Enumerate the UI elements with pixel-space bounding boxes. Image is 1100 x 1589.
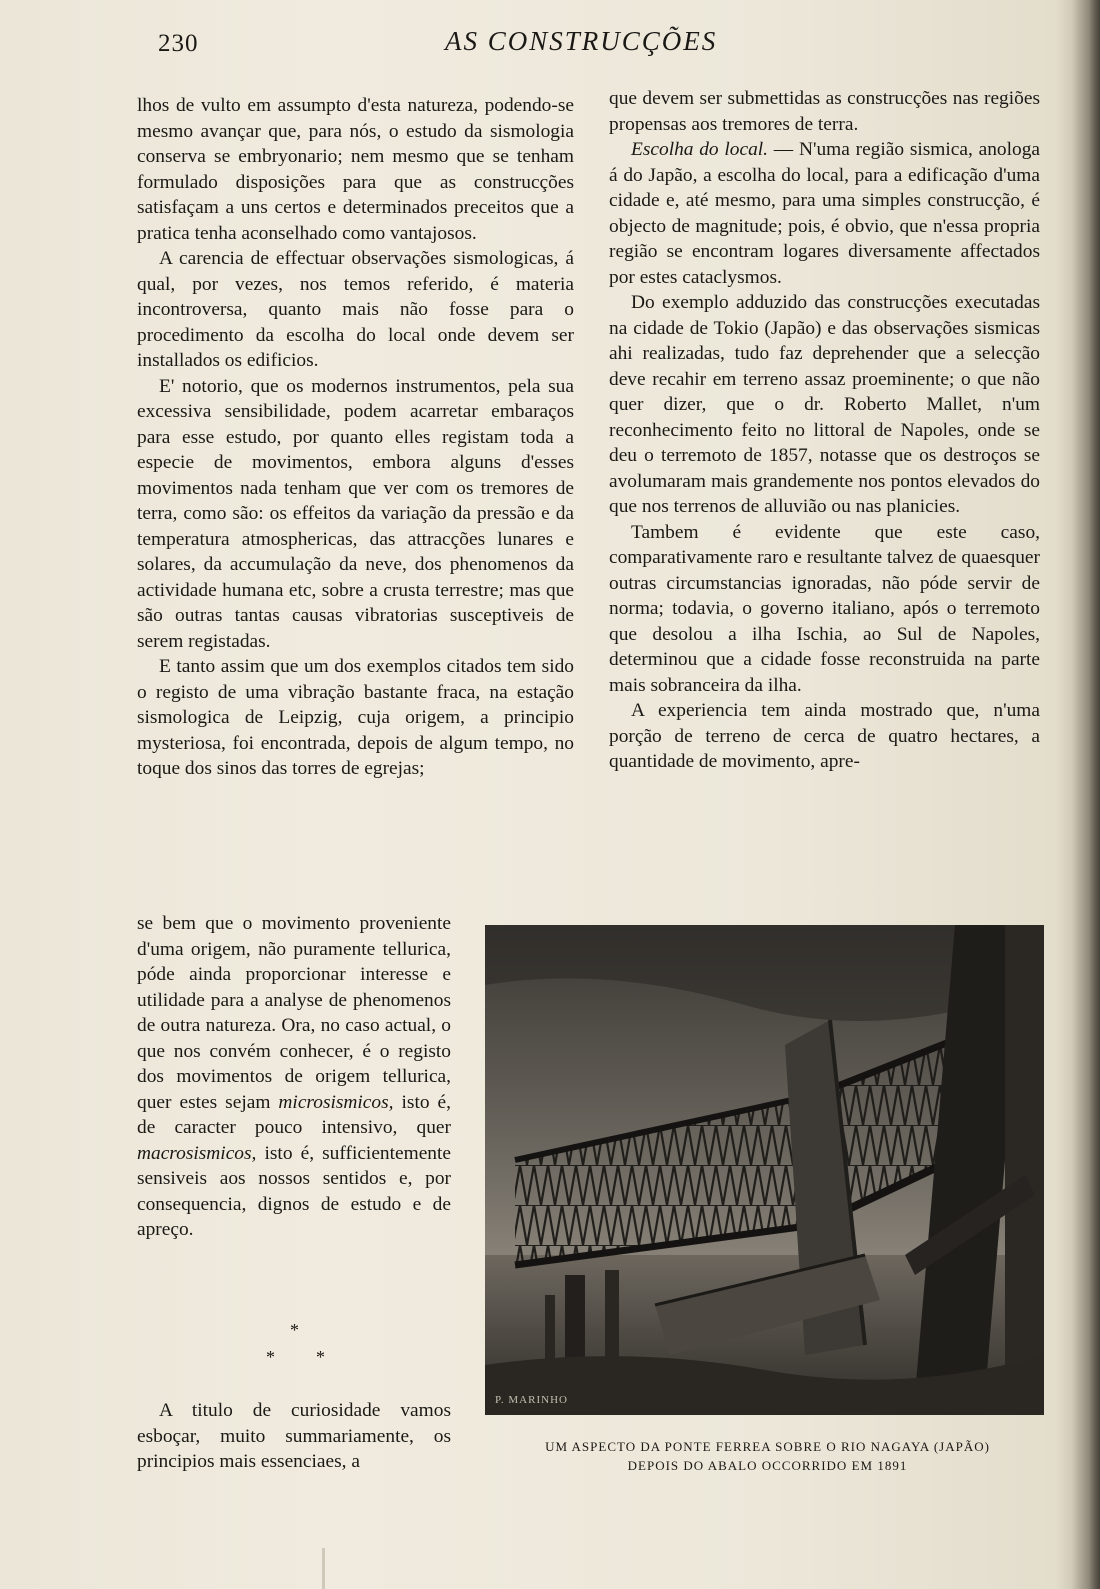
- figure-caption: [520, 1437, 1015, 1475]
- asterisk: *: [290, 1320, 299, 1340]
- paragraph: E tanto assim que um dos exemplos citados tem sido o registo de uma vibração bastante fraca, na estação sismologica de Leipzig, cuja origem, a principio mysteriosa, foi encontrada, depois de algum tempo, no toque dos sinos das torres de egrejas;: [137, 656, 574, 779]
- paragraph: que devem ser submettidas as construcções nas regiões propensas aos tremores de terra.: [609, 88, 1040, 135]
- bridge-illustration: [485, 925, 1044, 1415]
- left-column-bottom: [137, 1398, 451, 1475]
- section-heading: Escolha do local.: [631, 139, 769, 160]
- right-column: [609, 86, 1040, 775]
- paragraph-text: se bem que o movimento proveniente d'uma origem, não puramente tellurica, póde ainda proporcionar interesse e utilidade para a analyse de phenomenos de outra natureza. Ora, no caso actual, o que nos convém conhecer, é o registo dos movimentos de origem tellurica, quer estes sejam: [137, 913, 451, 1113]
- paragraph-text: isto é, de caracter pouco intensivo, quer: [137, 1091, 452, 1138]
- paragraph: [609, 137, 1040, 290]
- paragraph: A titulo de curiosidade vamos esboçar, muito summariamente, os principios mais essenciaes, a: [137, 1400, 451, 1472]
- left-column-narrow: [137, 911, 451, 1243]
- italic-term-microsismicos: microsismicos,: [278, 1091, 394, 1113]
- asterisk: *: [316, 1347, 325, 1367]
- paragraph: Do exemplo adduzido das construcções executadas na cidade de Tokio (Japão) e das observações sismicas ahi realizadas, tudo faz deprehender que a selecção deve recahir em terreno assaz proeminente; o que não quer dizer, que o dr. Roberto Mallet, n'um reconhecimento feito no littoral de Napoles, onde se deu o terremoto de 1857, notasse que os destroços se avolumaram mais grandemente nos pontos elevados do que nos terrenos de alluvião ou nas planicies.: [609, 292, 1040, 517]
- paragraph-text: — N'uma região sismica, anologa á do Japão, a escolha do local, para a edificação d'uma cidade e, até mesmo, para uma simples construcção, é objecto de magnitude; pois, é obvio, que n'essa propria região se encontram logares diversamente affectados por estes cataclysmos.: [609, 139, 1040, 288]
- page-edge-shadow: [1072, 0, 1100, 1589]
- paragraph: Tambem é evidente que este caso, comparativamente raro e resultante talvez de quaesquer outras circumstancias ignoradas, não póde servir de norma; todavia, o governo italiano, após o terremoto que desolou a ilha Ischia, ao Sul de Napoles, determinou que a cidade fosse reconstruida na parte mais sobranceira da ilha.: [609, 521, 1040, 696]
- left-column-top: [137, 93, 574, 782]
- paragraph: lhos de vulto em assumpto d'esta natureza, podendo-se mesmo avançar que, para nós, o estudo da sismologia conserva se embryonario; nem mesmo que se tenham formulado disposições para que as construcções satisfaçam a uns certos e determinados preceitos que a pratica tenha aconselhado como vantajosos.: [137, 95, 574, 244]
- page-crease-mark: [322, 1548, 325, 1589]
- paragraph: [137, 911, 451, 1243]
- paragraph: E' notorio, que os modernos instrumentos, pela sua excessiva sensibilidade, podem acarretar embaraços para esse estudo, por quanto elles registam toda a especie de movimentos, embora alguns d'esses movimentos nada tenham que ver com os tremores de terra, como são: os effeitos da variação da pressão e da temperatura atmosphericas, das attracções lunares e solares, da accumulação da neve, dos phenomenos da actividade humana etc, sobre a crusta terrestre; mas que são outras tantas causas vibratorias susceptiveis de serem registadas.: [137, 375, 574, 652]
- asterism-divider: [262, 1320, 342, 1370]
- paragraph: A carencia de effectuar observações sismologicas, á qual, por vezes, nos temos referido, é materia incontroversa, quanto mais não fosse para o procedimento da escolha do local onde devem ser installados os edificios.: [137, 248, 574, 371]
- photo-signature: P. MARINHO: [495, 1394, 568, 1406]
- asterisk: *: [266, 1347, 275, 1367]
- italic-term-macrosismicos: macrosismicos,: [137, 1142, 257, 1164]
- running-head-title: AS CONSTRUCÇÕES: [445, 26, 718, 56]
- page-number: 230: [158, 30, 199, 57]
- paragraph: A experiencia tem ainda mostrado que, n'uma porção de terreno de cerca de quatro hectares, a quantidade de movimento, apre-: [609, 700, 1040, 772]
- caption-line: DEPOIS DO ABALO OCCORRIDO EM 1891: [627, 1458, 908, 1473]
- paragraph-text: isto é, sufficientemente sensiveis aos nossos sentidos e, por consequencia, dignos de estudo e de apreço.: [137, 1142, 451, 1240]
- bridge-photograph: [485, 925, 1044, 1415]
- caption-line: UM ASPECTO DA PONTE FERREA SOBRE O RIO NAGAYA (JAPÃO): [545, 1439, 990, 1454]
